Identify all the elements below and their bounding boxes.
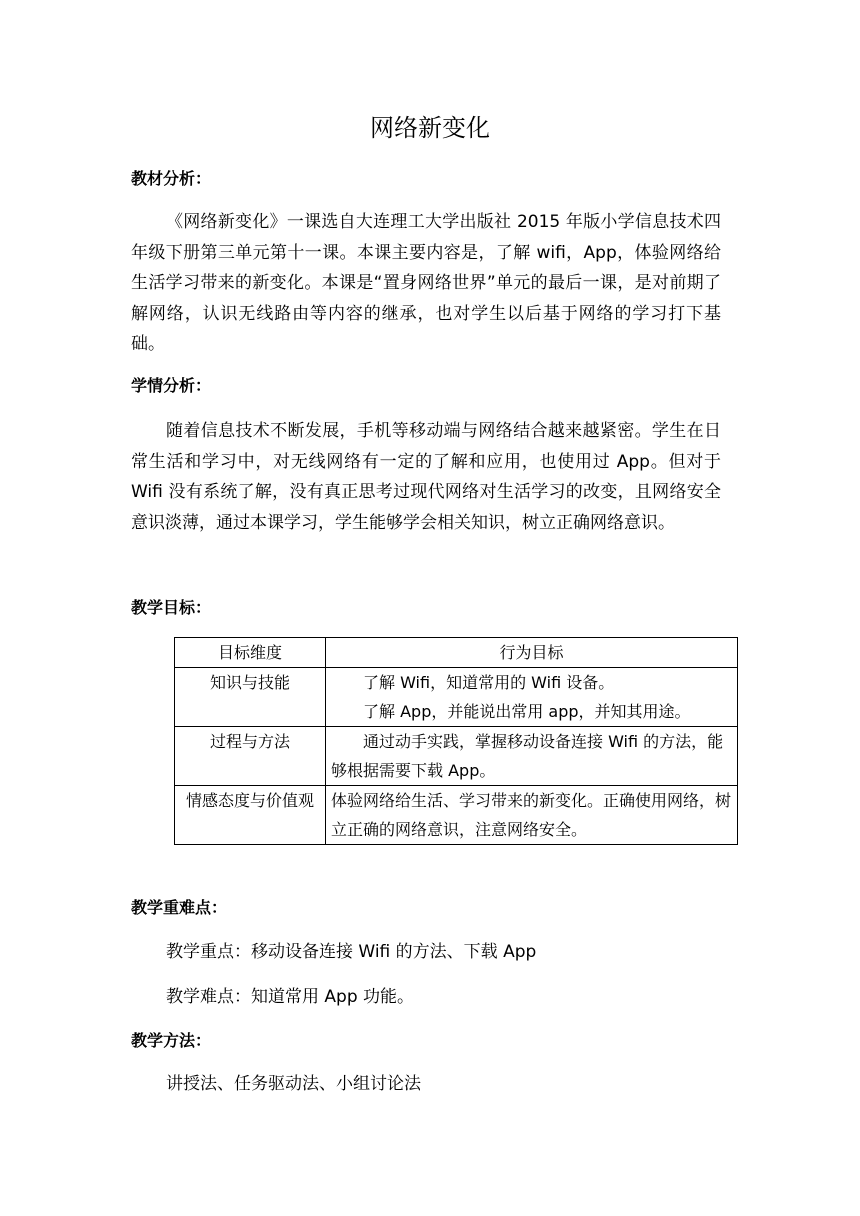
methods-text: 讲授法、任务驱动法、小组讨论法 <box>166 1074 421 1094</box>
document-title: 网络新变化 <box>370 114 490 142</box>
goal-content <box>326 727 738 786</box>
student-analysis-text: 随着信息技术不断发展，手机等移动端与网络结合越来越紧密。学生在日常生活和学习中，对无线网络有一定的了解和应用，也使用过 App。但对于 Wifi 没有系统了解，没有真正思考过现代网络对生活学习的改变，且网络安全意识淡薄，通过本课学习，学生能够学会相关知识，树立正确网络意识。 <box>131 421 721 533</box>
table-row <box>175 727 738 786</box>
goal-dimension: 情感态度与价值观 <box>175 786 326 845</box>
goal-dimension: 知识与技能 <box>175 668 326 727</box>
goal-content <box>326 668 738 727</box>
goal-line: 通过动手实践，掌握移动设备连接 Wifi 的方法，能够根据需要下载 App。 <box>331 732 724 780</box>
section-heading-material: 教材分析： <box>131 169 212 188</box>
goal-line: 了解 App，并能说出常用 app，并知其用途。 <box>363 702 691 721</box>
key-point-text: 教学重点：移动设备连接 Wifi 的方法、下载 App <box>166 942 537 962</box>
goal-line: 了解 Wifi，知道常用的 Wifi 设备。 <box>363 673 615 692</box>
section-heading-students: 学情分析： <box>131 376 212 395</box>
table-header-dimension: 目标维度 <box>175 638 326 668</box>
table-header-row <box>175 638 738 668</box>
difficult-point-text: 教学难点：知道常用 App 功能。 <box>166 987 415 1007</box>
section-heading-goals: 教学目标： <box>131 598 212 617</box>
table-header-behavior: 行为目标 <box>326 638 738 668</box>
material-analysis-text: 《网络新变化》一课选自大连理工大学出版社 2015 年版小学信息技术四年级下册第三单元第十一课。本课主要内容是，了解 wifi，App，体验网络给生活学习带来的新变化。本课是“置身网络世界”单元的最后一课，是对前期了解网络，认识无线路由等内容的继承，也对学生以后基于网络的学习打下基础。 <box>131 212 721 354</box>
table-row <box>175 786 738 845</box>
section-heading-keypoints: 教学重难点： <box>131 898 228 917</box>
section-heading-methods: 教学方法： <box>131 1031 212 1050</box>
goal-dimension: 过程与方法 <box>175 727 326 786</box>
goals-table <box>174 637 738 845</box>
goal-content <box>326 786 738 845</box>
goal-line: 体验网络给生活、学习带来的新变化。正确使用网络，树立正确的网络意识，注意网络安全。 <box>331 791 732 839</box>
table-row <box>175 668 738 727</box>
